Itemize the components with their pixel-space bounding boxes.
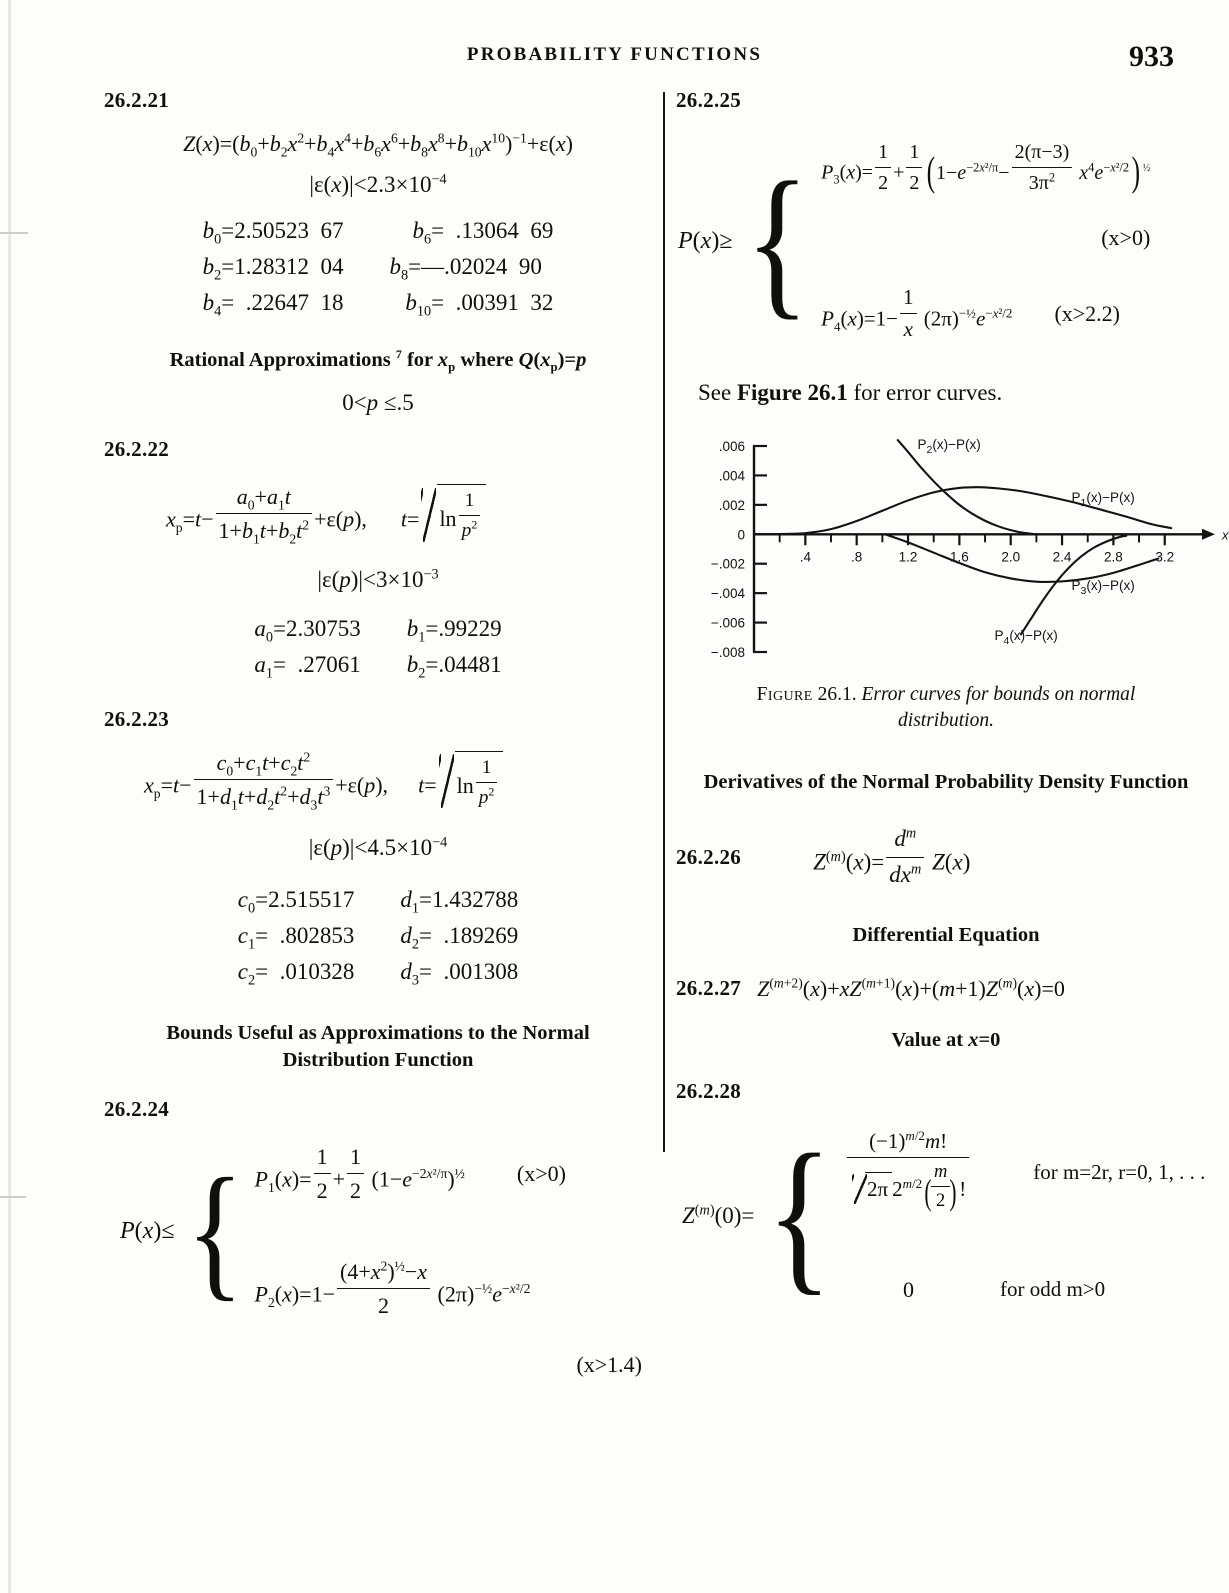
table-row xyxy=(238,918,518,954)
section-heading-derivatives: Derivatives of the Normal Probability Density Function xyxy=(703,770,1189,793)
case-row-odd-m xyxy=(845,1273,1205,1306)
coefficient-table-a-b xyxy=(254,611,501,683)
footnote-marker-7: 7 xyxy=(395,346,402,361)
case-row-p4: $P_4(x)=1-$ $\frac{1}{x}$ $(2\pi)^{-\frac{1}{2}}e^{-x^2/2}$ (x>2.2) xyxy=(821,282,1150,346)
coeff-label-b2: $b_2=$ xyxy=(202,253,235,284)
curve-label-P4(x)-P(x) xyxy=(995,628,1058,647)
table-row xyxy=(203,249,554,285)
coeff-value-c1: .802853 xyxy=(268,922,355,948)
see-figure-pre: See xyxy=(698,379,732,405)
table-row xyxy=(254,611,501,647)
curve-label-P3(x)-P(x) xyxy=(1072,578,1135,597)
figure-26-1 xyxy=(676,424,1229,674)
condition-x-gt-1p4: (x>1.4) xyxy=(576,1352,642,1378)
equation-26-2-21-body: $Z(x)=(b_0+b_2x^2+b_4x^4+b_6x^6+b_8x^8+b_{10}x^{10})^{-1}+\varepsilon(x)$ xyxy=(183,130,573,160)
equation-number-26-2-23: 26.2.23 xyxy=(104,707,170,732)
column-divider-rule xyxy=(663,92,665,1152)
equation-26-2-27-body: $Z^{(m+2)}(x)+xZ^{(m+1)}(x)+(m+1)Z^{(m)}(x)=0$ xyxy=(757,975,1065,1002)
equation-26-2-24-body xyxy=(104,1140,652,1322)
coeff-label-d1: $d_1=$ xyxy=(400,886,432,917)
equation-number-26-2-28: 26.2.28 xyxy=(676,1078,742,1103)
equation-row-26-2-27 xyxy=(676,972,1216,1005)
case-row-p1: $P_1(x)=$ $\frac{1}{2}$ + $\frac{1}{2}$ $(1-e^{-2x^2/\pi})^{\frac{1}{2}}$ (x>0) xyxy=(255,1140,566,1207)
curve-label-P2(x)-P(x) xyxy=(917,437,980,456)
coeff-value-b10: .00391 32 xyxy=(444,289,554,315)
coeff-value-b2b: .04481 xyxy=(438,652,502,678)
y-tick-label: −.006 xyxy=(710,615,745,631)
coeff-label-a1: $a_1=$ xyxy=(254,652,286,682)
table-row xyxy=(203,213,554,249)
condition-even-m: for m=2r, r=0, 1, . . . xyxy=(1033,1159,1206,1184)
svg-text:P4(x)−P(x): $P_4(x)-P(x)$ xyxy=(994,628,1058,648)
coeff-value-b6: .13064 69 xyxy=(444,217,554,243)
y-tick-label: 0 xyxy=(737,527,745,543)
table-row xyxy=(254,647,501,683)
see-figure-ref: Figure 26.1 xyxy=(736,379,848,405)
lhs-p-ge: P(x)≥ xyxy=(678,228,733,255)
equation-26-2-21-error-bound: $|\varepsilon(x)|<2.3\times 10^{-4}$ xyxy=(309,171,447,197)
page-number: 933 xyxy=(1129,40,1174,73)
coeff-value-b2: 1.28312 04 xyxy=(234,253,344,279)
lhs-p-le: P(x)≤ xyxy=(120,1218,175,1245)
coeff-label-c0: $c_0=$ xyxy=(237,886,269,917)
y-tick-label: −.004 xyxy=(710,586,745,602)
figure-caption-label: Figure xyxy=(756,684,813,706)
coeff-label-b1: $b_1=$ xyxy=(406,616,439,646)
coeff-label-d3: $d_3=$ xyxy=(400,958,432,989)
coeff-value-d1: 1.432788 xyxy=(431,886,519,912)
equation-number-26-2-21: 26.2.21 xyxy=(104,88,170,112)
left-brace-glyph: { xyxy=(185,1148,244,1315)
curve-label-P1(x)-P(x) xyxy=(1072,490,1135,509)
equation-number-26-2-24: 26.2.24 xyxy=(104,1097,170,1122)
condition-odd-m: for odd m>0 xyxy=(999,1276,1106,1301)
figure-caption-text-1: Error curves for bounds on normal xyxy=(861,684,1136,706)
section-heading-bounds-line1: Bounds Useful as Approximations to the Normal xyxy=(166,1021,590,1044)
left-brace-glyph: { xyxy=(744,147,810,334)
case-row-p3: $P_3(x)=$ $\frac{1}{2}$ + $\frac{1}{2}$ ($1-e^{-2x^2/\pi}-$ $\frac{2(\pi-3)}{3\pi^2}$ $x^4e^{-x^2/2}$) $^{\frac{1}{2}}$ xyxy=(821,137,1150,203)
left-brace-glyph: { xyxy=(766,1120,833,1311)
coefficient-table-c-d xyxy=(238,882,518,990)
condition-x-gt-0: (x>0) xyxy=(1101,224,1151,250)
see-figure-post: for error curves. xyxy=(853,379,1003,405)
x-axis-arrowhead xyxy=(1202,529,1215,540)
section-heading-bounds-line2: Distribution Function xyxy=(282,1049,474,1072)
coefficient-table-b xyxy=(203,213,554,321)
svg-text:P1(x)−P(x): $P_1(x)-P(x)$ xyxy=(1071,490,1135,510)
coeff-label-b4: $b_4=$ xyxy=(202,289,235,320)
case-value-zero: 0 xyxy=(902,1277,914,1303)
right-column xyxy=(676,88,1229,1311)
coeff-label-c1: $c_1=$ xyxy=(237,922,269,953)
error-curves-chart xyxy=(676,424,1229,674)
coeff-label-d2: $d_2=$ xyxy=(400,922,432,953)
see-figure-line xyxy=(676,376,1216,411)
left-column xyxy=(104,88,652,1381)
x-tick-label: 2.0 xyxy=(1001,549,1021,565)
figure-caption-number: 26.1. xyxy=(817,684,857,706)
coeff-label-b10: $b_{10}=$ xyxy=(405,289,445,320)
equation-number-26-2-27: 26.2.27 xyxy=(676,976,742,1001)
condition-x-gt-0: (x>0) xyxy=(516,1161,566,1187)
case-row-even-m: $(-1)^{m/2}m$! 2π $2^{m/2}$( $\frac{m}{2}$ ) ! for m=2r, r=0, 1, . . . xyxy=(845,1126,1205,1219)
condition-row-x-gt-0 xyxy=(821,221,1150,254)
x-tick-label: .8 xyxy=(851,549,863,565)
coeff-label-b6: $b_6=$ xyxy=(412,217,445,248)
coeff-value-d2: .189269 xyxy=(431,922,519,948)
scan-edge-artifact xyxy=(8,0,11,1593)
x-tick-label: .4 xyxy=(799,549,811,565)
equation-26-2-28-body xyxy=(676,1120,1216,1311)
table-row xyxy=(238,954,518,990)
y-tick-label: −.008 xyxy=(710,645,745,661)
coeff-label-b2b: $b_2=$ xyxy=(406,652,439,682)
svg-text:P3(x)−P(x): $P_3(x)-P(x)$ xyxy=(1071,578,1135,598)
x-tick-label: 3.2 xyxy=(1155,549,1175,565)
section-heading-value-at-x0: Value at x=0 xyxy=(891,1029,1001,1052)
table-row xyxy=(238,882,518,918)
equation-26-2-25-body xyxy=(676,137,1216,346)
equation-row-26-2-26 xyxy=(676,822,1216,892)
x-tick-label: 2.4 xyxy=(1052,549,1072,565)
coeff-value-c2: .010328 xyxy=(268,958,355,984)
scan-margin-tick xyxy=(0,232,28,234)
y-tick-label: .004 xyxy=(718,468,745,484)
equation-26-2-26-body: $Z^{(m)}(x)=$ $\frac{d^m}{dx^m}$ Z(x) xyxy=(813,822,970,892)
x-tick-label: 1.6 xyxy=(949,549,969,565)
equation-number-26-2-22: 26.2.22 xyxy=(104,436,170,461)
coeff-value-b4: .22647 18 xyxy=(234,289,344,315)
equation-26-2-22-body: $x_p=t-$ $\frac{a_0+a_1t}{1+b_1t+b_2t^2}$ +ε(p), t= ln $\frac{1}{p^2}$ xyxy=(104,480,652,547)
equation-26-2-22-error-bound: $|\varepsilon(p)|<3\times 10^{-3}$ xyxy=(317,566,439,592)
coeff-value-b1: .99229 xyxy=(438,616,502,642)
y-tick-label: −.002 xyxy=(710,556,745,572)
coeff-value-a1: .27061 xyxy=(286,652,361,678)
equation-26-2-23-error-bound: $|\varepsilon(p)|<4.5\times 10^{-4}$ xyxy=(308,834,448,861)
equation-number-26-2-25: 26.2.25 xyxy=(676,88,742,112)
coeff-value-b8: .02024 90 xyxy=(444,253,542,279)
y-tick-label: .002 xyxy=(718,498,745,514)
coeff-value-c0: 2.515517 xyxy=(268,886,355,912)
coeff-label-a0: $a_0=$ xyxy=(254,616,286,646)
coeff-label-b8: $b_8=—$ xyxy=(389,253,445,284)
coeff-label-c2: $c_2=$ xyxy=(237,958,269,989)
section-heading-differential-equation: Differential Equation xyxy=(852,924,1040,947)
coeff-value-a0: 2.30753 xyxy=(286,616,361,642)
section-heading-rational-approximations: Rational Approximations $^7$ for $x_p$ where $Q(x_p)=p$ xyxy=(169,346,587,374)
svg-text:P2(x)−P(x): $P_2(x)-P(x)$ xyxy=(917,437,981,457)
case-row-p2: $P_2(x)=1-$ $\frac{(4+x^2)^{\frac{1}{2}}-x}{2}$ $(2\pi)^{-\frac{1}{2}}e^{-x^2/2}$ xyxy=(255,1255,566,1322)
x-axis-label: x xyxy=(1222,527,1229,543)
y-tick-label: .006 xyxy=(718,439,745,455)
scan-margin-tick xyxy=(0,1196,26,1198)
table-row xyxy=(203,285,554,321)
equation-26-2-23-body: $x_p=t-$ $\frac{c_0+c_1t+c_2t^2}{1+d_1t+d_2t^2+d_3t^3}$ +ε(p), t= ln $\frac{1}{p^2}$ xyxy=(104,746,652,813)
running-head: PROBABILITY FUNCTIONS xyxy=(466,44,763,65)
figure-caption xyxy=(676,682,1216,735)
coeff-label-b0: $b_0=$ xyxy=(202,217,235,248)
lhs-z-m-0: $Z^{(m)}(0)=$ xyxy=(682,1202,755,1228)
x-tick-label: 1.2 xyxy=(898,549,918,565)
x-tick-label: 2.8 xyxy=(1104,549,1123,565)
figure-caption-text-2: distribution. xyxy=(898,710,994,732)
coeff-value-d3: .001308 xyxy=(431,958,519,984)
equation-number-26-2-26: 26.2.26 xyxy=(676,844,742,869)
coeff-value-b0: 2.50523 67 xyxy=(234,217,344,243)
range-condition-p: 0<p ≤.5 xyxy=(342,390,414,416)
condition-x-gt-2p2: (x>2.2) xyxy=(1054,301,1120,327)
